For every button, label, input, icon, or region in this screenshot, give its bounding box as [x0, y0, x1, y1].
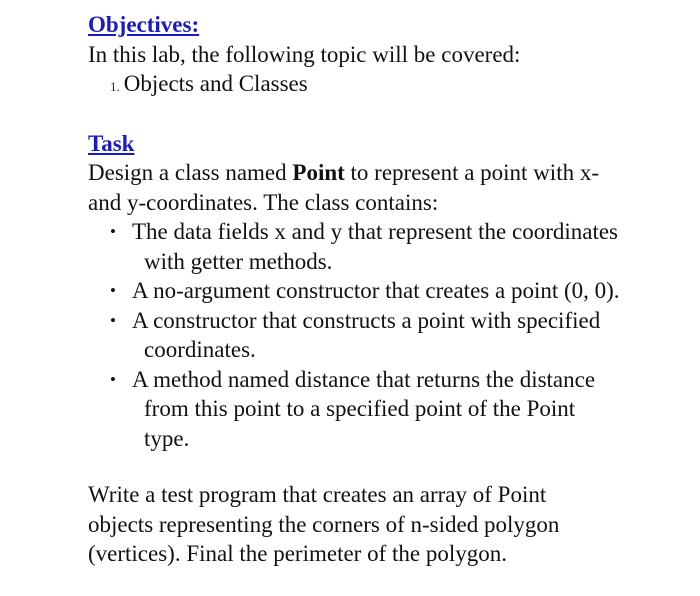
bullet-line: type.	[144, 425, 190, 451]
objectives-heading: Objectives:	[88, 12, 200, 37]
bullet-line: with getter methods.	[144, 248, 333, 274]
task-heading: Task	[88, 130, 135, 156]
bullet-icon: •	[110, 369, 116, 389]
task-description-line-2: and y-coordinates. The class contains:	[88, 189, 439, 215]
bullet-line: coordinates.	[144, 337, 256, 362]
task-description-line-1	[88, 158, 668, 188]
bullet-item	[88, 217, 668, 276]
document-page	[88, 10, 668, 569]
objectives-intro: In this lab, the following topic will be covered:	[88, 41, 521, 67]
closing-paragraph	[88, 480, 668, 569]
bullet-line: The data fields x and y that represent the coordinates	[132, 219, 619, 244]
closing-line: Write a test program that creates an array of Point	[88, 482, 547, 507]
task-desc-text: Design a class named	[88, 160, 293, 185]
bullet-item	[88, 276, 668, 306]
objectives-list-item	[88, 69, 668, 102]
bullet-line: A no-argument constructor that creates a point (0, 0).	[132, 278, 620, 303]
class-name-point: Point	[292, 160, 345, 185]
bullet-item	[88, 306, 668, 365]
list-number: 1.	[110, 79, 120, 94]
bullet-item	[88, 365, 668, 454]
closing-line: objects representing the corners of n-sided polygon	[88, 511, 560, 537]
bullet-line: A method named distance that returns the distance	[132, 366, 596, 392]
bullet-icon: •	[110, 222, 116, 241]
bullet-line: A constructor that constructs a point with specified	[132, 307, 601, 333]
task-desc-text-end: to represent a point with x-	[344, 160, 599, 185]
closing-line: (vertices). Final the perimeter of the polygon.	[88, 541, 507, 566]
bullet-line: from this point to a specified point of the Point	[144, 396, 576, 421]
task-bullet-list	[88, 217, 668, 453]
bullet-icon: •	[110, 310, 116, 330]
list-item-text: Objects and Classes	[123, 71, 308, 96]
bullet-icon: •	[110, 281, 116, 300]
